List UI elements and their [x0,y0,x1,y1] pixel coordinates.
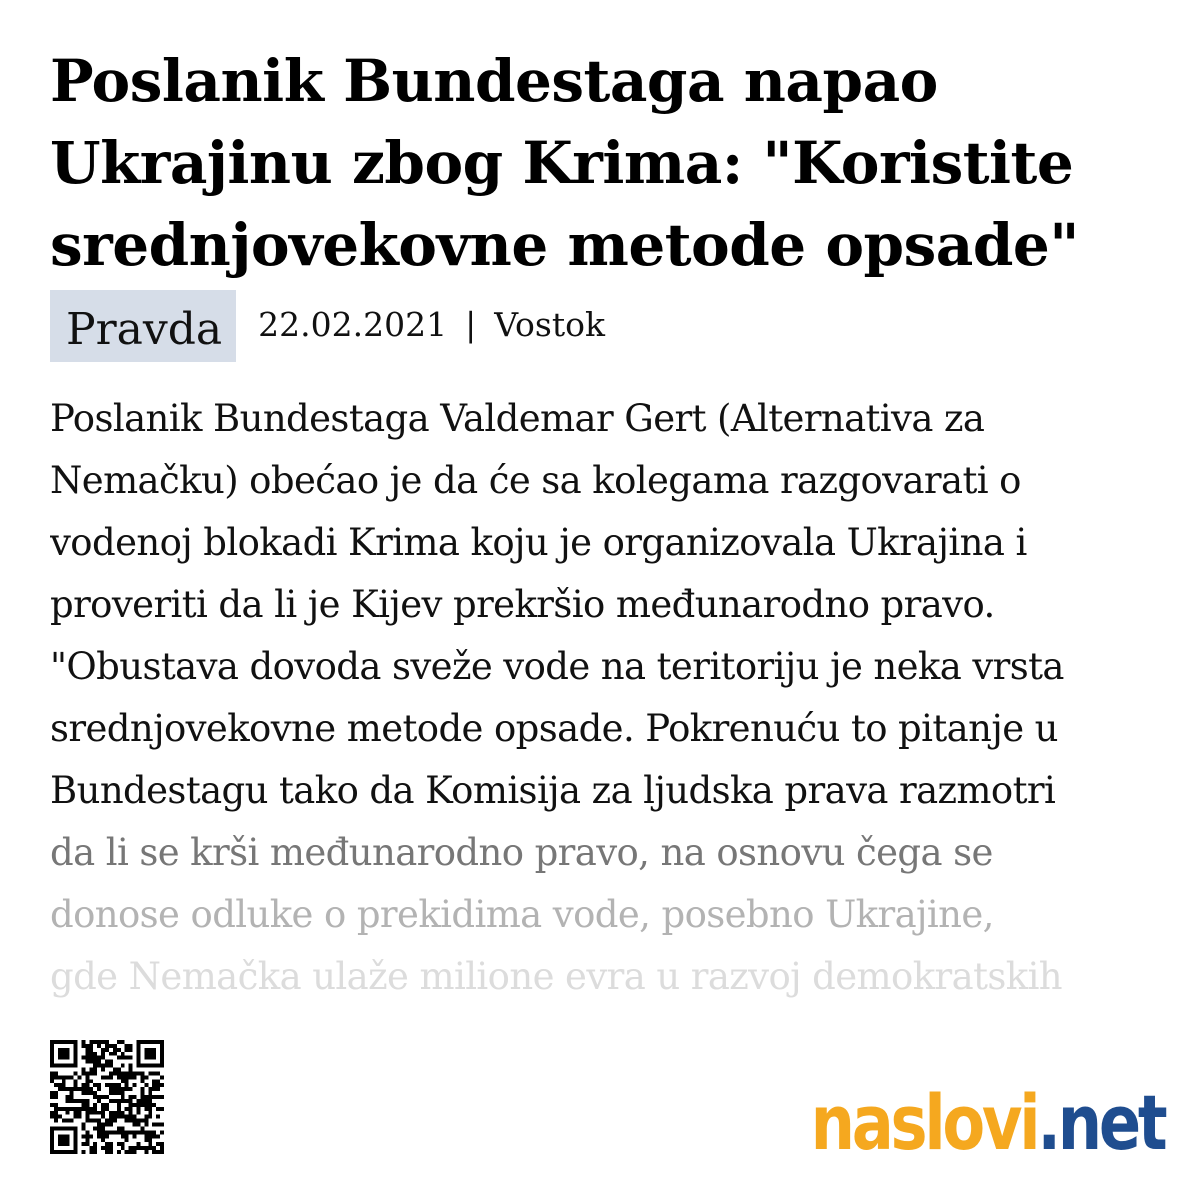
article-meta [50,290,605,362]
source-badge[interactable]: Pravda [50,290,236,362]
body-line: da li se krši međunarodno pravo, na osnovu čega se [50,831,993,874]
body-line: vodenoj blokadi Krima koju je organizovala Ukrajina i [50,521,1027,564]
body-line: donose odluke o prekidima vode, posebno Ukrajine, [50,893,994,936]
meta-separator: | [465,305,477,344]
article-category[interactable]: Vostok [494,305,605,344]
logo-text-secondary: .net [1037,1078,1164,1167]
body-line: proveriti da li je Kijev prekršio međunarodno pravo. [50,583,995,626]
qr-code-icon[interactable] [50,1040,164,1154]
meta-info [258,290,605,360]
article-title: Poslanik Bundestaga napao Ukrajinu zbog Krima: "Koristite srednjovekovne metode opsade" [50,47,1079,279]
body-line: srednjovekovne metode opsade. Pokrenuću to pitanje u [50,707,1058,750]
naslovi-logo[interactable] [810,1078,1164,1168]
body-line: Bundestagu tako da Komisija za ljudska prava razmotri [50,769,1056,812]
body-line: Nemačku) obećao je da će sa kolegama razgovarati o [50,459,1021,502]
article-body [50,388,1160,1008]
body-line: gde Nemačka ulaže milione evra u razvoj demokratskih [50,955,1063,998]
article-date: 22.02.2021 [258,305,448,344]
body-line: Poslanik Bundestaga Valdemar Gert (Alternativa za [50,397,985,440]
logo-text-primary: naslovi [810,1078,1038,1167]
qr-code-graphic [50,1040,164,1154]
body-line: "Obustava dovoda sveže vode na teritoriju je neka vrsta [50,645,1064,688]
